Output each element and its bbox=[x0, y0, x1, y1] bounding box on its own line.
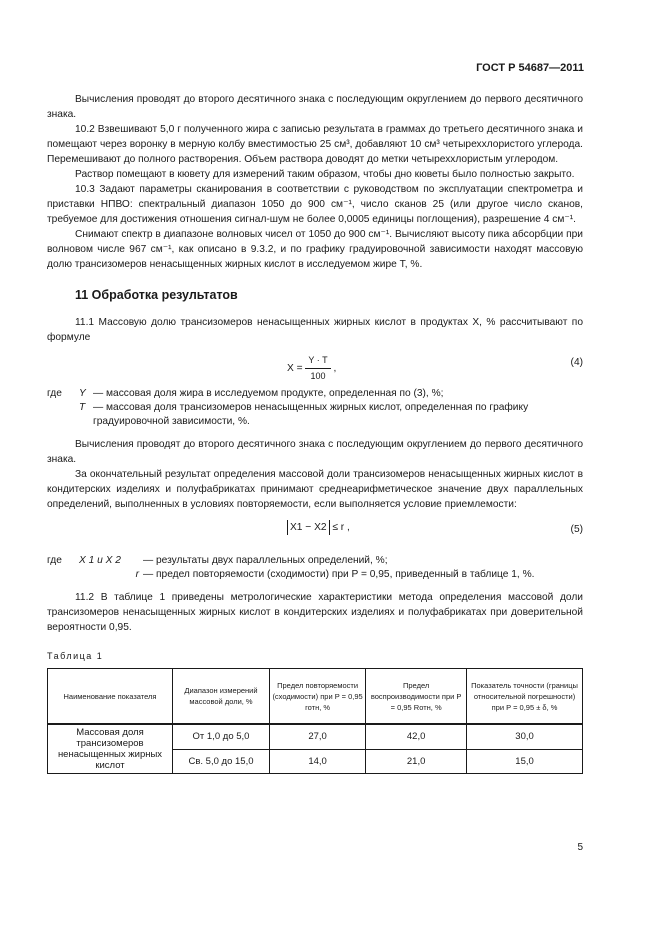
where-text: — массовая доля трансизомеров ненасыщенных жирных кислот, определенная по графику градуировочной зависимости, %. bbox=[93, 402, 529, 427]
range-cell: От 1,0 до 5,0 bbox=[173, 724, 270, 749]
column-header: Предел воспроизводимости при P = 0,95 Rотн, % bbox=[366, 669, 467, 725]
where-text: — результаты двух параллельных определений, %; bbox=[143, 555, 388, 566]
column-header: Диапазон измерений массовой доли, % bbox=[173, 669, 270, 725]
formula-number: (4) bbox=[570, 357, 583, 368]
formula-4 bbox=[47, 349, 583, 379]
formula-tail: , bbox=[333, 363, 337, 375]
absolute-value: X1 − X2 bbox=[287, 520, 330, 535]
column-header: Показатель точности (границы относительной погрешности) при P = 0,95 ± δ, % bbox=[467, 669, 583, 725]
formula-5 bbox=[47, 516, 583, 546]
where-symbol: X 1 и X 2 bbox=[79, 555, 121, 566]
paragraph: За окончательный результат определения массовой доли трансизомеров ненасыщенных жирных кислот в кондитерских изделиях и полуфабрикатах принимают среднеарифметическое значение двух параллельных определений, выполненных в условиях повторяемости, если выполняется условие приемлемости: bbox=[47, 469, 583, 510]
where-symbol: r bbox=[135, 569, 139, 580]
where-lead bbox=[47, 401, 79, 429]
paragraph: 10.2 Взвешивают 5,0 г полученного жира с записью результата в граммах до третьего десятичного знака и помещают через воронку в мерную колбу вместимостью 25 см³, добавляют 10 см³ четыреххлористого углерода. Перемешивают до полного растворения. Объем раствора доводят до метки четыреххлористым углеродом. bbox=[47, 124, 583, 165]
where-symbol: Y bbox=[79, 388, 86, 399]
range-cell: Св. 5,0 до 15,0 bbox=[173, 749, 270, 773]
legend-5 bbox=[47, 554, 583, 582]
page-body bbox=[47, 92, 583, 774]
page-number: 5 bbox=[577, 842, 583, 853]
paragraph: Вычисления проводят до второго десятичного знака с последующим округлением до первого десятичного знака. bbox=[47, 439, 583, 465]
paragraph: 11.2 В таблице 1 приведены метрологические характеристики метода определения массовой доли трансизомеров ненасыщенных жирных кислот в кондитерских изделиях и полуфабрикатах при доверительной вероятности 0,95. bbox=[47, 592, 583, 633]
accuracy-cell: 30,0 bbox=[467, 724, 583, 749]
column-header: Предел повторяемости (сходимости) при P = 0,95 rотн, % bbox=[270, 669, 366, 725]
legend-4 bbox=[47, 387, 583, 429]
where-text: — предел повторяемости (сходимости) при P = 0,95, приведенный в таблице 1, %. bbox=[143, 569, 535, 580]
fraction-denominator: 100 bbox=[310, 371, 326, 381]
document-code: ГОСТ Р 54687—2011 bbox=[476, 62, 584, 74]
paragraph: Вычисления проводят до второго десятичного знака с последующим округлением до первого десятичного знака. bbox=[47, 94, 583, 120]
paragraph: Снимают спектр в диапазоне волновых чисел от 1050 до 900 см⁻¹. Вычисляют высоту пика абсорбции при волновом числе 967 см⁻¹, как описано в 9.3.2, и по графику градуировочной зависимости находят массовую долю трансизомеров ненасыщенных жирных кислот в исследуемом жире T, %. bbox=[47, 229, 583, 270]
metrology-table bbox=[47, 668, 583, 774]
formula-number: (5) bbox=[570, 524, 583, 535]
formula-tail: ≤ r , bbox=[332, 522, 350, 533]
table-row bbox=[48, 724, 583, 749]
where-lead: где bbox=[47, 388, 62, 399]
paragraph: 11.1 Массовую долю трансизомеров ненасыщенных жирных кислот в продуктах X, % рассчитывают по формуле bbox=[47, 317, 583, 343]
where-lead bbox=[47, 568, 79, 582]
where-lead: где bbox=[47, 555, 62, 566]
accuracy-cell: 15,0 bbox=[467, 749, 583, 773]
repeatability-cell: 14,0 bbox=[270, 749, 366, 773]
indicator-name: Массовая доля трансизомеров ненасыщенных жирных кислот bbox=[48, 724, 173, 774]
fraction bbox=[305, 353, 330, 384]
reproducibility-cell: 21,0 bbox=[366, 749, 467, 773]
table-caption: Таблица 1 bbox=[47, 651, 104, 661]
section-title: 11 Обработка результатов bbox=[75, 288, 238, 302]
formula-lhs: X = bbox=[287, 363, 303, 375]
paragraph: 10.3 Задают параметры сканирования в соответствии с руководством по эксплуатации спектрометра и приставки НПВО: спектральный диапазон 1050 до 900 см⁻¹, число сканов 25 (или другое число сканов, требуемое для достижения отношения сигнал-шум не более 0,0005 единицы поглощения), разрешение 4 см⁻¹. bbox=[47, 184, 583, 225]
column-header: Наименование показателя bbox=[48, 669, 173, 725]
reproducibility-cell: 42,0 bbox=[366, 724, 467, 749]
paragraph: Раствор помещают в кювету для измерений таким образом, чтобы дно кюветы было полностью закрыто. bbox=[75, 169, 575, 180]
where-text: — массовая доля жира в исследуемом продукте, определенная по (3), %; bbox=[93, 388, 444, 399]
repeatability-cell: 27,0 bbox=[270, 724, 366, 749]
fraction-numerator: Y · T bbox=[305, 353, 330, 369]
where-symbol: T bbox=[79, 402, 86, 413]
